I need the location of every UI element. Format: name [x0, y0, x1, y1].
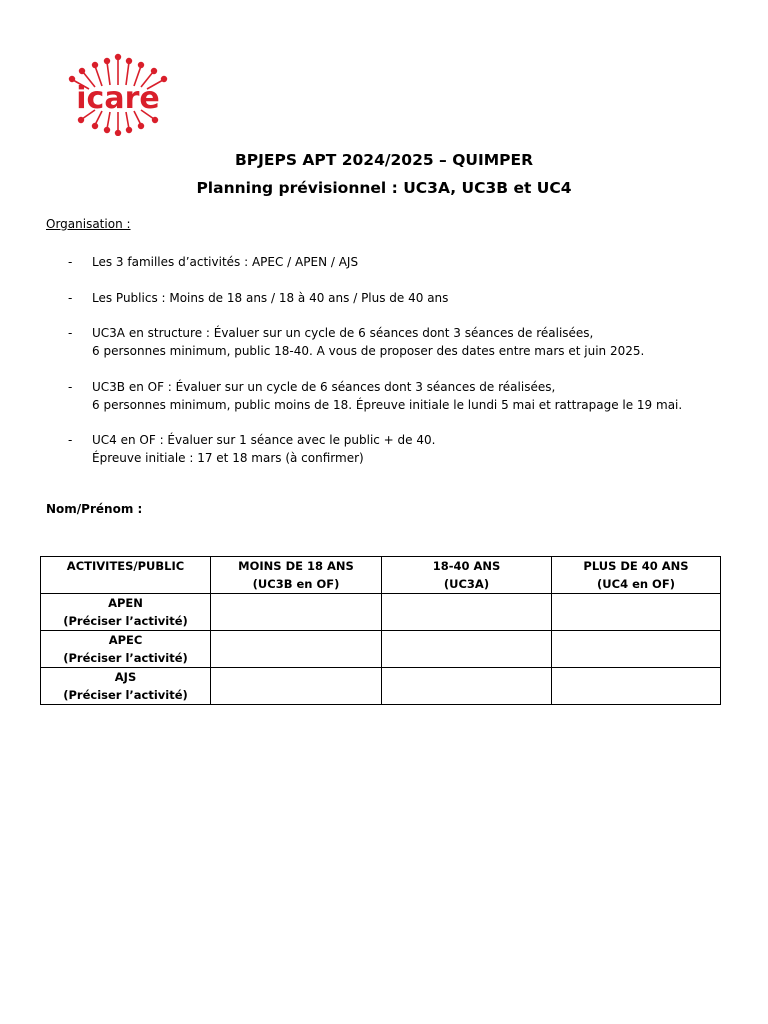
column-header-18-40: 18-40 ANS (UC3A) — [382, 557, 552, 594]
list-item-text: UC3A en structure : Évaluer sur un cycle de 6 séances dont 3 séances de réalisées, — [92, 326, 594, 340]
name-field-label: Nom/Prénom : — [46, 502, 143, 516]
table-cell-empty[interactable] — [552, 668, 721, 705]
column-header-over-40: PLUS DE 40 ANS (UC4 en OF) — [552, 557, 721, 594]
table-cell-empty[interactable] — [382, 631, 552, 668]
bullet-dash: - — [68, 433, 73, 447]
bullet-dash: - — [68, 291, 73, 305]
list-item-text: Les Publics : Moins de 18 ans / 18 à 40 ans / Plus de 40 ans — [92, 291, 449, 305]
table-header-row — [41, 557, 721, 594]
row-header-apec: APEC (Préciser l’activité) — [41, 631, 211, 668]
organisation-heading: Organisation : — [46, 217, 131, 231]
table-row — [41, 631, 721, 668]
table-cell-empty[interactable] — [552, 594, 721, 631]
bullet-dash: - — [68, 255, 73, 269]
planning-table — [40, 556, 721, 705]
list-item-text: UC4 en OF : Évaluer sur 1 séance avec le public + de 40. — [92, 433, 436, 447]
row-header-apen: APEN (Préciser l’activité) — [41, 594, 211, 631]
row-header-ajs: AJS (Préciser l’activité) — [41, 668, 211, 705]
bullet-dash: - — [68, 380, 73, 394]
list-item-text: Les 3 familles d’activités : APEC / APEN / AJS — [92, 255, 359, 269]
document-subtitle: Planning prévisionnel : UC3A, UC3B et UC4 — [196, 179, 572, 197]
document-title: BPJEPS APT 2024/2025 – QUIMPER — [234, 151, 534, 169]
table-cell-empty[interactable] — [211, 631, 382, 668]
svg-text:icare: icare — [76, 81, 160, 116]
table-cell-empty[interactable] — [382, 594, 552, 631]
table-cell-empty[interactable] — [382, 668, 552, 705]
column-header-under-18: MOINS DE 18 ANS (UC3B en OF) — [211, 557, 382, 594]
column-header-activities: ACTIVITES/PUBLIC — [41, 557, 211, 594]
table-row — [41, 668, 721, 705]
table-cell-empty[interactable] — [211, 594, 382, 631]
list-item-text: 6 personnes minimum, public moins de 18. Épreuve initiale le lundi 5 mai et rattrapage le 19 mai. — [92, 398, 683, 412]
list-item-text: UC3B en OF : Évaluer sur un cycle de 6 séances dont 3 séances de réalisées, — [92, 380, 556, 394]
table-row — [41, 594, 721, 631]
list-item-text: 6 personnes minimum, public 18-40. A vous de proposer des dates entre mars et juin 2025. — [92, 344, 645, 358]
list-item-text: Épreuve initiale : 17 et 18 mars (à confirmer) — [92, 451, 364, 465]
bullet-dash: - — [68, 326, 73, 340]
table-cell-empty[interactable] — [552, 631, 721, 668]
icare-logo — [62, 52, 174, 136]
table-cell-empty[interactable] — [211, 668, 382, 705]
